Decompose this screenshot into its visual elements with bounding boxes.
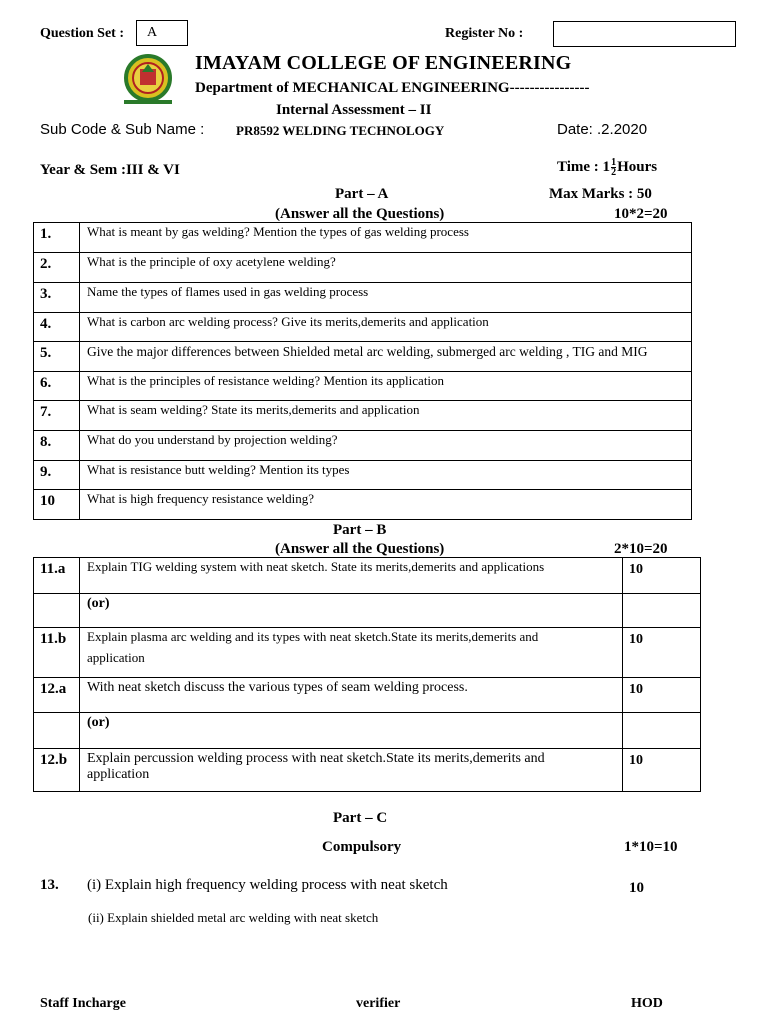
question-set-box	[136, 20, 188, 46]
question-text: What is seam welding? State its merits,demerits and application	[80, 401, 692, 431]
part-c-marks: 1*10=10	[624, 839, 678, 855]
question-text	[80, 558, 623, 594]
question-number	[34, 594, 80, 628]
time-prefix: Time : 1	[557, 158, 611, 175]
part-a-title: Part – A	[335, 186, 389, 202]
part-a-table	[33, 222, 692, 520]
question-row	[34, 490, 692, 520]
staff-incharge: Staff Incharge	[40, 996, 126, 1011]
question-text-line: Explain percussion welding process with neat sketch.State its merits,demerits and	[87, 751, 545, 766]
question-13-number: 13.	[40, 877, 59, 893]
question-text: Name the types of flames used in gas welding process	[80, 283, 692, 313]
question-mark	[623, 594, 701, 628]
question-number: 4.	[34, 313, 80, 342]
question-row	[34, 253, 692, 283]
part-b-title: Part – B	[333, 522, 387, 538]
question-set-label: Question Set :	[40, 26, 124, 41]
question-text: Give the major differences between Shielded metal arc welding, submerged arc welding , TIG and MIG	[80, 342, 692, 372]
question-text-line: Explain TIG welding system with neat sketch. State its merits,demerits and applications	[87, 559, 545, 574]
part-b-marks: 2*10=20	[614, 541, 668, 557]
question-row	[34, 283, 692, 313]
question-row	[34, 713, 701, 749]
question-text-line: application	[87, 649, 145, 665]
question-mark: 10	[623, 678, 701, 713]
question-row	[34, 678, 701, 713]
part-b-instruction: (Answer all the Questions)	[275, 541, 445, 557]
question-number: 2.	[34, 253, 80, 283]
verifier: verifier	[356, 996, 401, 1011]
question-text: What is resistance butt welding? Mention its types	[80, 461, 692, 490]
part-b-table	[33, 557, 701, 792]
question-number: 11.a	[34, 558, 80, 594]
question-number: 10	[34, 490, 80, 520]
time-denominator: 2	[611, 167, 617, 178]
question-text	[80, 678, 623, 713]
question-row	[34, 372, 692, 401]
time-numerator: 1	[611, 157, 617, 168]
question-set-value: A	[147, 25, 158, 40]
question-number: 8.	[34, 431, 80, 461]
question-number: 1.	[34, 223, 80, 253]
part-c-title: Part – C	[333, 810, 388, 826]
question-text: What is high frequency resistance welding?	[80, 490, 692, 520]
question-number: 11.b	[34, 628, 80, 678]
question-text: What do you understand by projection welding?	[80, 431, 692, 461]
year-semester: Year & Sem :III & VI	[40, 162, 180, 178]
question-mark: 10	[623, 558, 701, 594]
question-number: 12.b	[34, 749, 80, 792]
question-number: 6.	[34, 372, 80, 401]
exam-date: Date: .2.2020	[557, 121, 648, 138]
register-label: Register No :	[445, 26, 524, 41]
register-number-box	[553, 21, 736, 47]
question-text-line: application	[87, 767, 150, 783]
college-name: IMAYAM COLLEGE OF ENGINEERING	[195, 52, 572, 74]
department: Department of MECHANICAL ENGINEERING----------------	[195, 80, 590, 96]
question-row	[34, 223, 692, 253]
question-row	[34, 401, 692, 431]
part-c-subtitle: Compulsory	[322, 839, 402, 855]
question-text-line: Explain plasma arc welding and its types with neat sketch.State its merits,demerits and	[87, 629, 539, 644]
question-row	[34, 628, 701, 678]
question-number: 9.	[34, 461, 80, 490]
question-mark	[623, 713, 701, 749]
question-text: What is the principle of oxy acetylene welding?	[80, 253, 692, 283]
part-a-instruction: (Answer all the Questions)	[275, 206, 445, 222]
time-suffix: Hours	[617, 158, 658, 175]
question-row	[34, 749, 701, 792]
college-logo	[118, 52, 178, 108]
question-row	[34, 342, 692, 372]
question-text: What is the principles of resistance welding? Mention its application	[80, 372, 692, 401]
question-number: 5.	[34, 342, 80, 372]
question-number: 7.	[34, 401, 80, 431]
question-row	[34, 558, 701, 594]
question-text: What is meant by gas welding? Mention the types of gas welding process	[80, 223, 692, 253]
question-text-line: With neat sketch discuss the various types of seam welding process.	[87, 680, 468, 695]
question-text	[80, 713, 623, 749]
subject-value: PR8592 WELDING TECHNOLOGY	[236, 123, 445, 138]
hod: HOD	[631, 996, 663, 1011]
question-row	[34, 313, 692, 342]
question-text-line: (or)	[87, 715, 110, 730]
question-mark: 10	[623, 749, 701, 792]
question-row	[34, 431, 692, 461]
question-13-part-ii: (ii) Explain shielded metal arc welding with neat sketch	[88, 910, 379, 925]
subject-label: Sub Code & Sub Name :	[40, 121, 205, 138]
exam-title: Internal Assessment – II	[276, 102, 432, 118]
question-number	[34, 713, 80, 749]
question-text	[80, 749, 623, 792]
question-number: 3.	[34, 283, 80, 313]
exam-time	[557, 158, 657, 177]
part-a-marks: 10*2=20	[614, 206, 668, 222]
question-number: 12.a	[34, 678, 80, 713]
question-row	[34, 594, 701, 628]
question-row	[34, 461, 692, 490]
question-13-part-i: (i) Explain high frequency welding process with neat sketch	[87, 877, 448, 893]
question-13-mark: 10	[629, 880, 644, 896]
question-text	[80, 594, 623, 628]
question-text	[80, 628, 623, 678]
max-marks: Max Marks : 50	[549, 186, 652, 202]
question-mark: 10	[623, 628, 701, 678]
question-text: What is carbon arc welding process? Give its merits,demerits and application	[80, 313, 692, 342]
question-text-line: (or)	[87, 596, 110, 611]
